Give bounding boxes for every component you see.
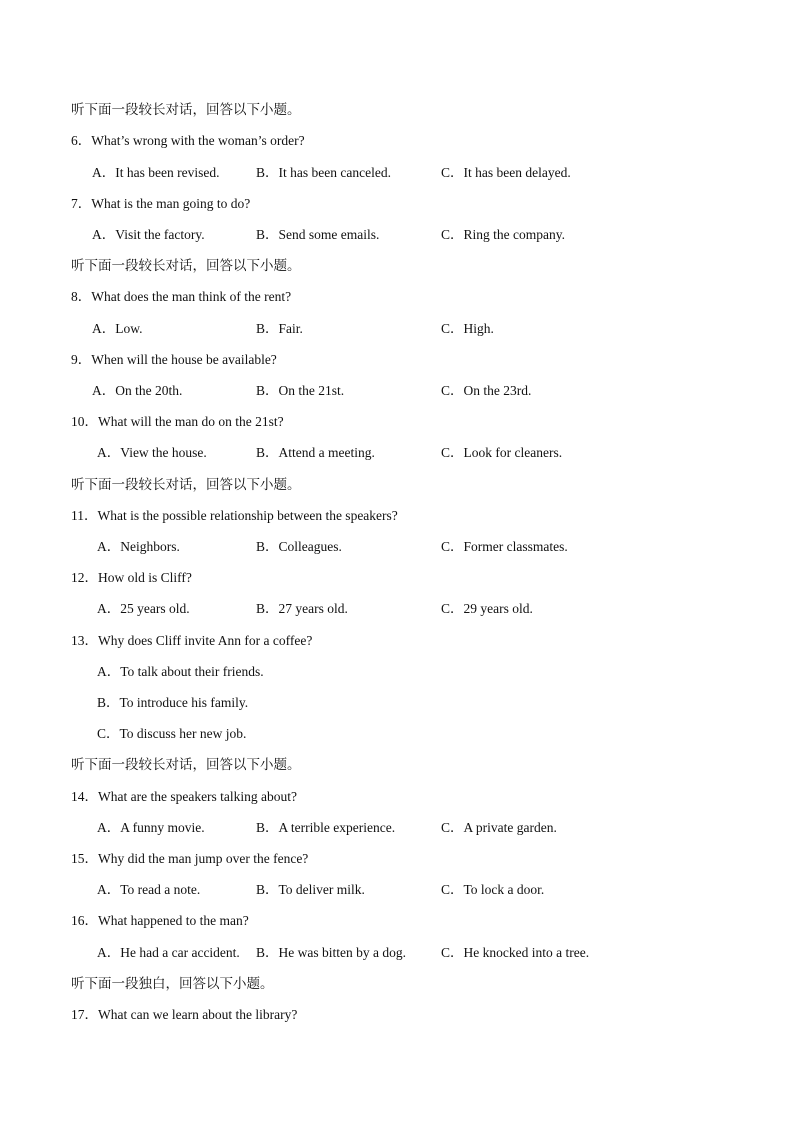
option-b: B．27 years old. (256, 601, 348, 616)
question-11 (0, 506, 794, 526)
question-11-options (0, 537, 794, 557)
question-text: 16．What happened to the man? (71, 913, 249, 928)
question-12-options (0, 599, 794, 619)
question-15-options (0, 880, 794, 900)
option-b: B．To introduce his family. (97, 695, 249, 710)
option-c: C．High. (441, 321, 494, 336)
option-b: B．A terrible experience. (256, 820, 396, 835)
question-14 (0, 787, 794, 807)
option-c: C．To lock a door. (441, 882, 545, 897)
question-text: 10．What will the man do on the 21st? (71, 414, 284, 429)
question-13-option-a (0, 662, 794, 682)
section-instruction (0, 974, 794, 994)
option-c: C．A private garden. (441, 820, 557, 835)
question-8-options (0, 319, 794, 339)
instruction-text: 听下面一段独白，回答以下小题。 (71, 976, 274, 992)
question-13-option-b (0, 693, 794, 713)
question-text: 11．What is the possible relationship between the speakers? (71, 508, 398, 523)
question-16 (0, 911, 794, 931)
option-b: B．He was bitten by a dog. (256, 945, 406, 960)
option-a: A．Visit the factory. (92, 227, 205, 242)
question-13-option-c (0, 724, 794, 744)
question-12 (0, 568, 794, 588)
option-a: A．25 years old. (97, 601, 190, 616)
question-text: 7．What is the man going to do? (71, 196, 251, 211)
section-instruction (0, 256, 794, 276)
question-10-options (0, 443, 794, 463)
question-15 (0, 849, 794, 869)
option-b: B．Colleagues. (256, 539, 342, 554)
option-b: B．Send some emails. (256, 227, 380, 242)
section-instruction (0, 100, 794, 120)
question-17 (0, 1005, 794, 1025)
section-instruction (0, 475, 794, 495)
option-c: C．Look for cleaners. (441, 445, 563, 460)
option-a: A．Neighbors. (97, 539, 180, 554)
question-9-options (0, 381, 794, 401)
question-text: 8．What does the man think of the rent? (71, 289, 292, 304)
option-c: C．He knocked into a tree. (441, 945, 590, 960)
question-text: 13．Why does Cliff invite Ann for a coffee? (71, 633, 313, 648)
question-text: 17．What can we learn about the library? (71, 1007, 298, 1022)
option-c: C．29 years old. (441, 601, 533, 616)
question-7-options (0, 225, 794, 245)
option-c: C．Ring the company. (441, 227, 565, 242)
instruction-text: 听下面一段较长对话，回答以下小题。 (71, 102, 301, 118)
option-a: A．To talk about their friends. (97, 664, 264, 679)
option-a: A．To read a note. (97, 882, 201, 897)
question-text: 6．What’s wrong with the woman’s order? (71, 133, 305, 148)
instruction-text: 听下面一段较长对话，回答以下小题。 (71, 477, 301, 493)
question-text: 9．When will the house be available? (71, 352, 277, 367)
option-a: A．He had a car accident. (97, 945, 240, 960)
question-9 (0, 350, 794, 370)
question-10 (0, 412, 794, 432)
instruction-text: 听下面一段较长对话，回答以下小题。 (71, 258, 301, 274)
option-a: A．Low. (92, 321, 143, 336)
option-b: B．Fair. (256, 321, 303, 336)
option-c: C．On the 23rd. (441, 383, 532, 398)
question-8 (0, 287, 794, 307)
question-14-options (0, 818, 794, 838)
option-b: B．On the 21st. (256, 383, 345, 398)
option-a: A．A funny movie. (97, 820, 205, 835)
instruction-text: 听下面一段较长对话，回答以下小题。 (71, 757, 301, 773)
question-text: 15．Why did the man jump over the fence? (71, 851, 309, 866)
option-a: A．On the 20th. (92, 383, 183, 398)
section-instruction (0, 755, 794, 775)
question-text: 14．What are the speakers talking about? (71, 789, 298, 804)
option-b: B．To deliver milk. (256, 882, 365, 897)
option-c: C．It has been delayed. (441, 165, 571, 180)
option-a: A．It has been revised. (92, 165, 220, 180)
question-text: 12．How old is Cliff? (71, 570, 192, 585)
option-c: C．To discuss her new job. (97, 726, 247, 741)
question-6-options (0, 163, 794, 183)
question-6 (0, 131, 794, 151)
option-c: C．Former classmates. (441, 539, 568, 554)
option-b: B．Attend a meeting. (256, 445, 375, 460)
question-13 (0, 631, 794, 651)
option-a: A．View the house. (97, 445, 207, 460)
option-b: B．It has been canceled. (256, 165, 391, 180)
question-16-options (0, 943, 794, 963)
question-7 (0, 194, 794, 214)
